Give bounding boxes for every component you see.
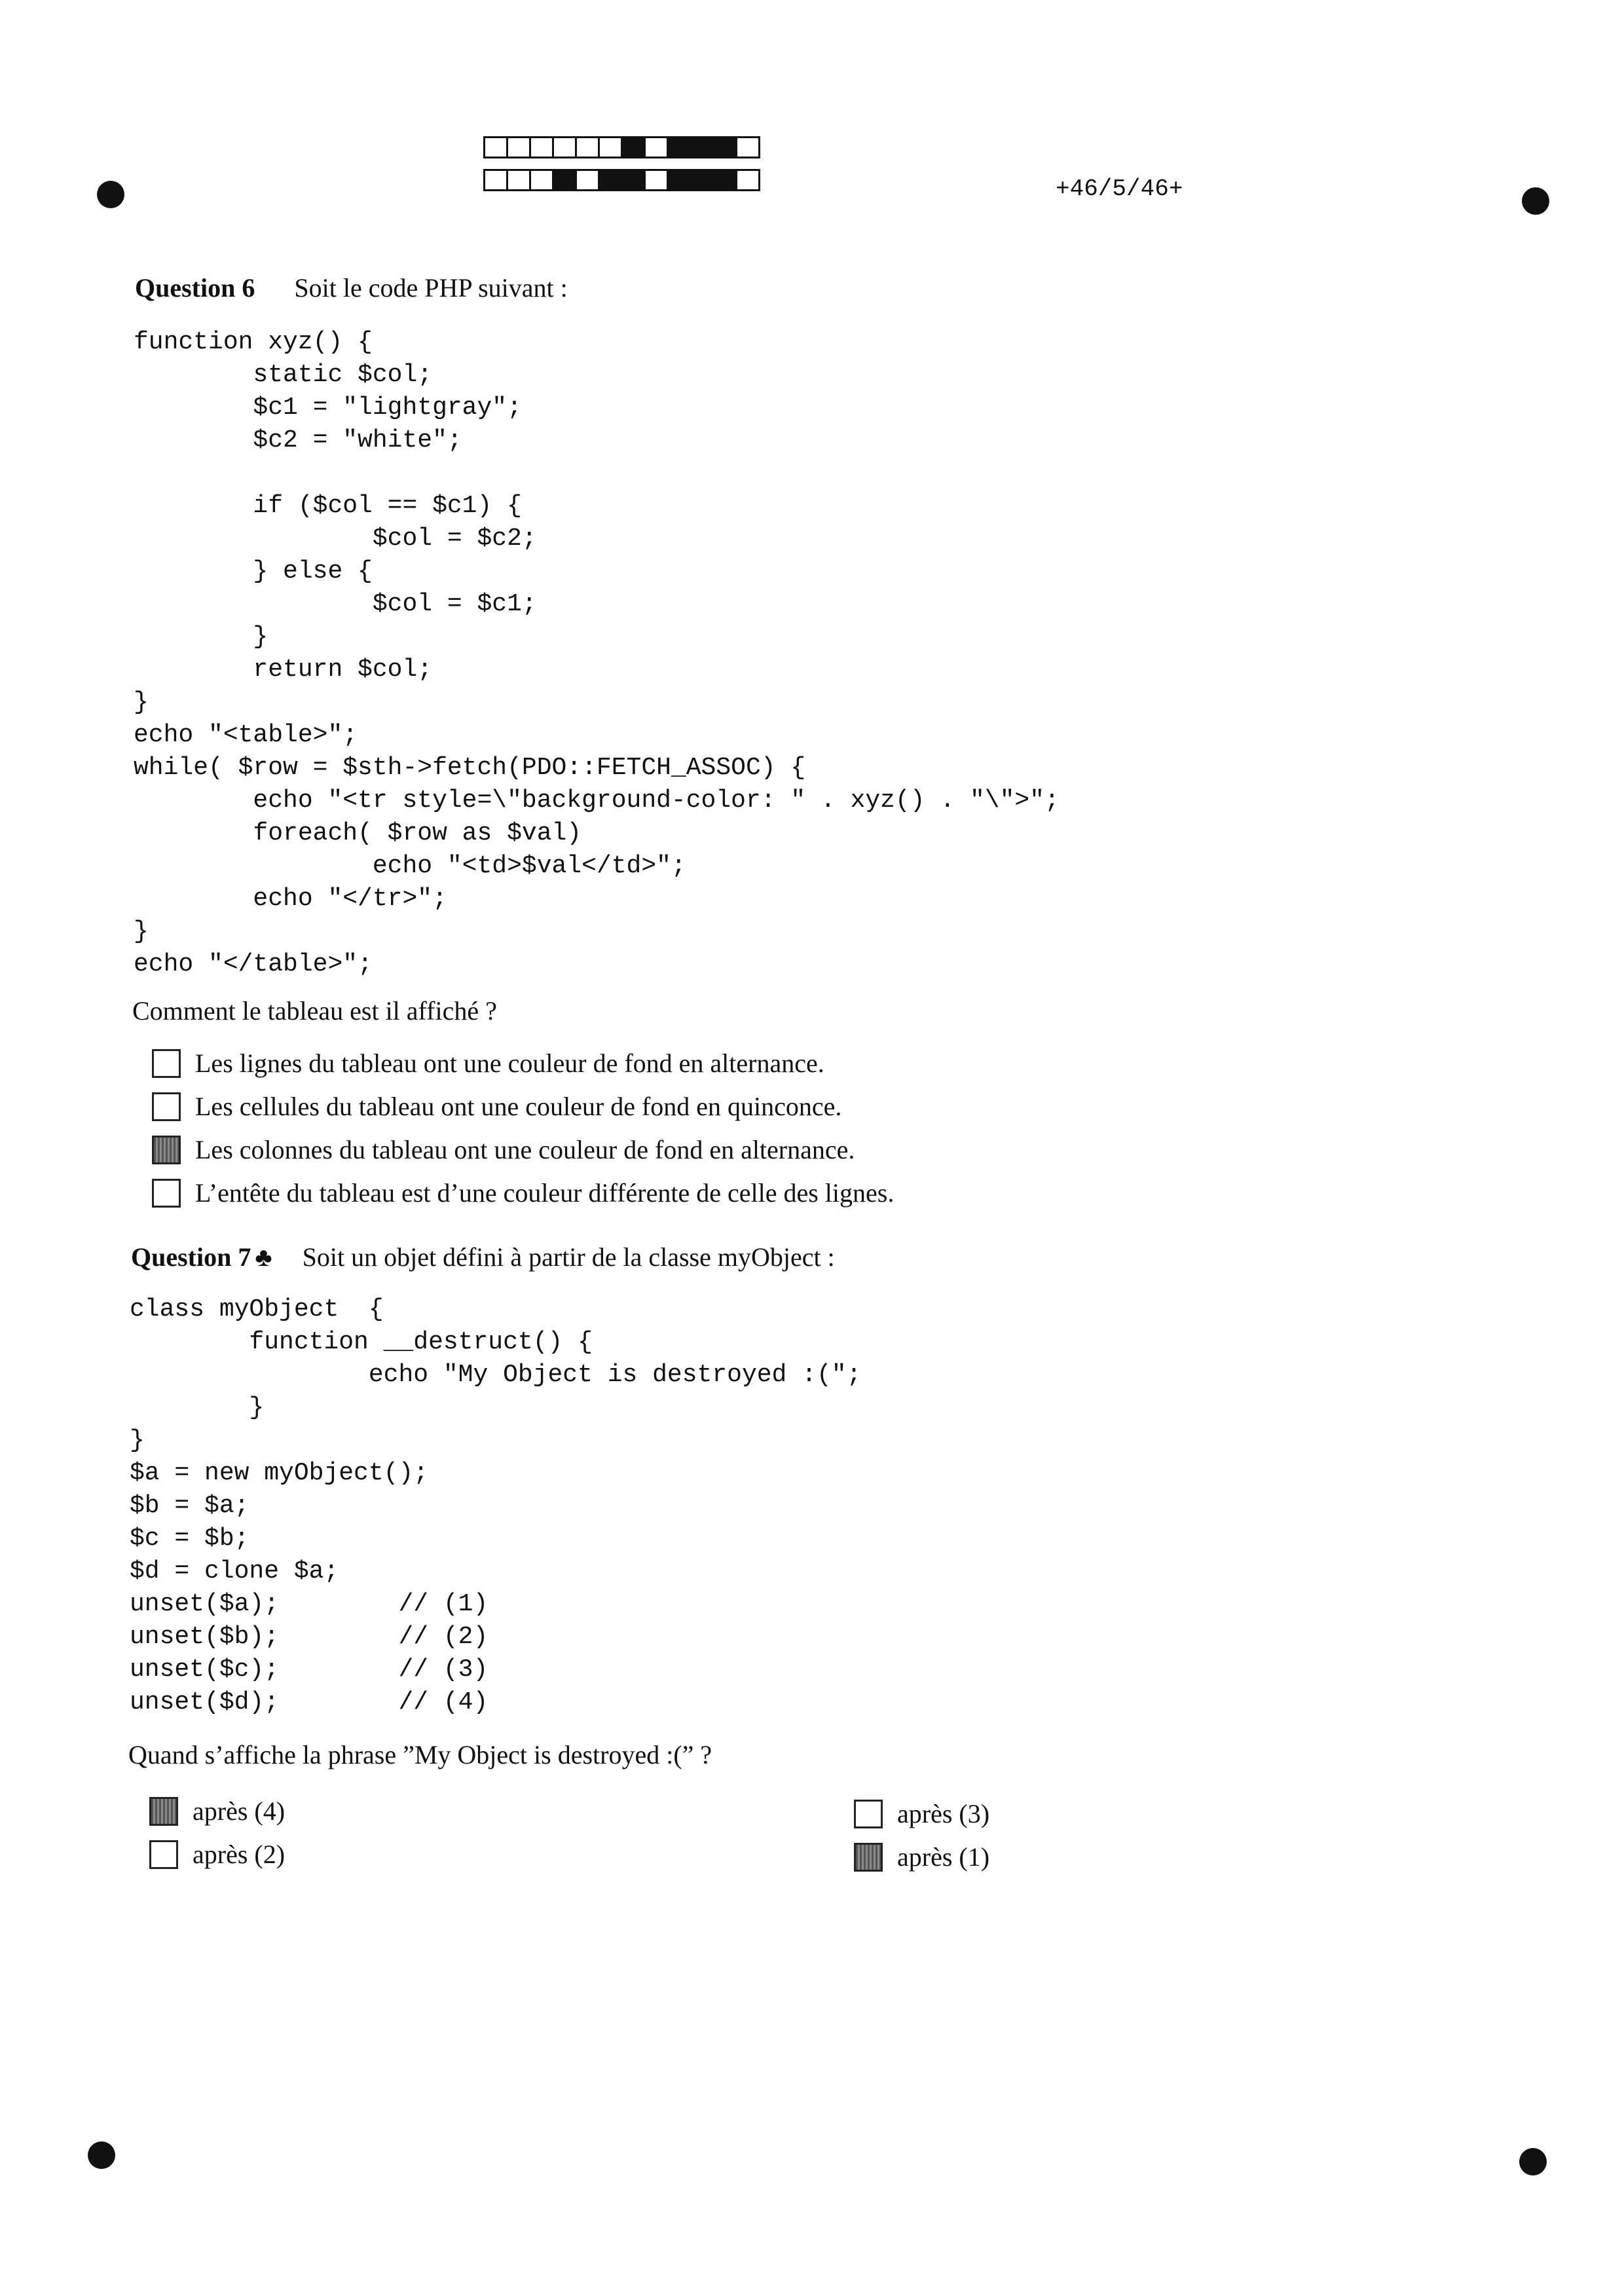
code-line: echo "<td>$val</td>";: [372, 852, 686, 880]
barcode-cell: [506, 136, 531, 158]
barcode-cell: [735, 136, 760, 158]
answer-text: Les lignes du tableau ont une couleur de fond en alternance.: [195, 1048, 824, 1078]
barcode-cell: [598, 136, 623, 158]
answer-checkbox[interactable]: [152, 1179, 181, 1208]
code-line: while( $row = $sth->fetch(PDO::FETCH_ASSOC) {: [134, 754, 806, 782]
answer-checkbox[interactable]: [854, 1800, 883, 1828]
barcode-cell: [690, 136, 714, 158]
answer-text: Les cellules du tableau ont une couleur de fond en quinconce.: [195, 1092, 842, 1121]
answer-checkbox[interactable]: [152, 1136, 181, 1164]
question-6-prompt: Comment le tableau est il affiché ?: [132, 996, 497, 1026]
code-line: $b = $a;: [130, 1492, 249, 1520]
barcode-cell: [712, 169, 737, 191]
answer-checkbox[interactable]: [152, 1092, 181, 1121]
registration-mark-top-left: [97, 181, 124, 208]
question-7-answer-4[interactable]: [854, 1842, 989, 1872]
question-6-header: [135, 272, 568, 303]
code-line: $c = $b;: [130, 1525, 249, 1553]
code-line: $c1 = "lightgray";: [253, 394, 522, 422]
registration-mark-bottom-right: [1519, 2148, 1547, 2176]
barcode-cell: [575, 136, 600, 158]
code-line: static $col;: [253, 361, 433, 389]
barcode-cell: [552, 136, 577, 158]
answer-text: après (1): [897, 1842, 990, 1872]
question-6-code: [134, 326, 1060, 981]
code-line: }: [253, 623, 268, 651]
question-7-label: Question 7: [131, 1242, 251, 1272]
code-line: }: [134, 917, 149, 946]
code-line: unset($c); // (3): [130, 1656, 489, 1684]
question-7-answer-1[interactable]: [149, 1796, 285, 1826]
barcode-cell: [690, 169, 714, 191]
question-7-prompt: Quand s’affiche la phrase ”My Object is destroyed :(” ?: [128, 1740, 712, 1769]
barcode-cell: [667, 169, 692, 191]
code-line: unset($a); // (1): [130, 1590, 489, 1618]
header-barcode-row-2: [483, 169, 758, 191]
code-line: }: [130, 1426, 145, 1454]
barcode-cell: [529, 136, 554, 158]
barcode-cell: [644, 169, 669, 191]
answer-text: Les colonnes du tableau ont une couleur de fond en alternance.: [195, 1135, 855, 1164]
barcode-cell: [712, 136, 737, 158]
code-line: unset($d); // (4): [130, 1688, 489, 1716]
code-line: echo "</tr>";: [253, 885, 447, 913]
answer-text: après (3): [897, 1799, 990, 1828]
question-7-answer-3[interactable]: [149, 1839, 285, 1870]
barcode-cell: [483, 169, 508, 191]
code-line: }: [249, 1394, 265, 1422]
code-line: $col = $c1;: [372, 590, 537, 618]
code-line: foreach( $row as $val): [253, 819, 582, 847]
code-line: function xyz() {: [134, 328, 373, 356]
barcode-cell: [552, 169, 577, 191]
code-line: echo "<table>";: [134, 721, 358, 749]
barcode-cell: [735, 169, 760, 191]
code-line: $col = $c2;: [372, 525, 537, 553]
answer-checkbox[interactable]: [854, 1843, 883, 1872]
barcode-cell: [621, 169, 646, 191]
code-line: echo "<tr style=\"background-color: " . xyz() . "\">";: [253, 787, 1060, 815]
club-icon: ♣: [255, 1242, 272, 1272]
registration-mark-top-right: [1522, 187, 1549, 215]
code-line: unset($b); // (2): [130, 1623, 489, 1651]
question-6-answer-1[interactable]: [152, 1048, 824, 1079]
page-identifier: +46/5/46+: [1056, 176, 1183, 202]
question-6-answer-4[interactable]: [152, 1177, 894, 1208]
code-line: return $col;: [253, 656, 433, 684]
barcode-cell: [644, 136, 669, 158]
code-line: $d = clone $a;: [130, 1557, 339, 1585]
barcode-cell: [483, 136, 508, 158]
code-line: function __destruct() {: [249, 1328, 593, 1356]
code-line: echo "</table>";: [134, 950, 373, 978]
barcode-cell: [621, 136, 646, 158]
barcode-cell: [575, 169, 600, 191]
question-6-answer-2[interactable]: [152, 1091, 841, 1122]
question-7-header: [131, 1242, 835, 1272]
code-line: }: [134, 688, 149, 716]
code-line: } else {: [253, 557, 373, 585]
code-line: echo "My Object is destroyed :(";: [368, 1361, 862, 1389]
barcode-cell: [506, 169, 531, 191]
barcode-cell: [529, 169, 554, 191]
answer-checkbox[interactable]: [149, 1797, 178, 1826]
question-6-answer-3[interactable]: [152, 1134, 855, 1165]
registration-mark-bottom-left: [88, 2141, 115, 2169]
header-barcode-row-1: [483, 136, 758, 158]
answer-checkbox[interactable]: [152, 1049, 181, 1078]
barcode-cell: [598, 169, 623, 191]
answer-text: après (2): [193, 1840, 286, 1869]
question-7-code: [130, 1293, 861, 1719]
code-line: if ($col == $c1) {: [253, 492, 522, 520]
answer-text: L’entête du tableau est d’une couleur différente de celle des lignes.: [195, 1178, 895, 1208]
question-6-label: Question 6: [135, 273, 255, 303]
question-7-title: Soit un objet défini à partir de la classe myObject :: [302, 1242, 835, 1272]
answer-checkbox[interactable]: [149, 1840, 178, 1869]
question-6-title: Soit le code PHP suivant :: [294, 273, 568, 303]
answer-text: après (4): [193, 1796, 286, 1826]
code-line: class myObject {: [130, 1295, 384, 1324]
code-line: $a = new myObject();: [130, 1459, 429, 1487]
barcode-cell: [667, 136, 692, 158]
question-7-answer-2[interactable]: [854, 1798, 989, 1829]
code-line: $c2 = "white";: [253, 426, 462, 454]
